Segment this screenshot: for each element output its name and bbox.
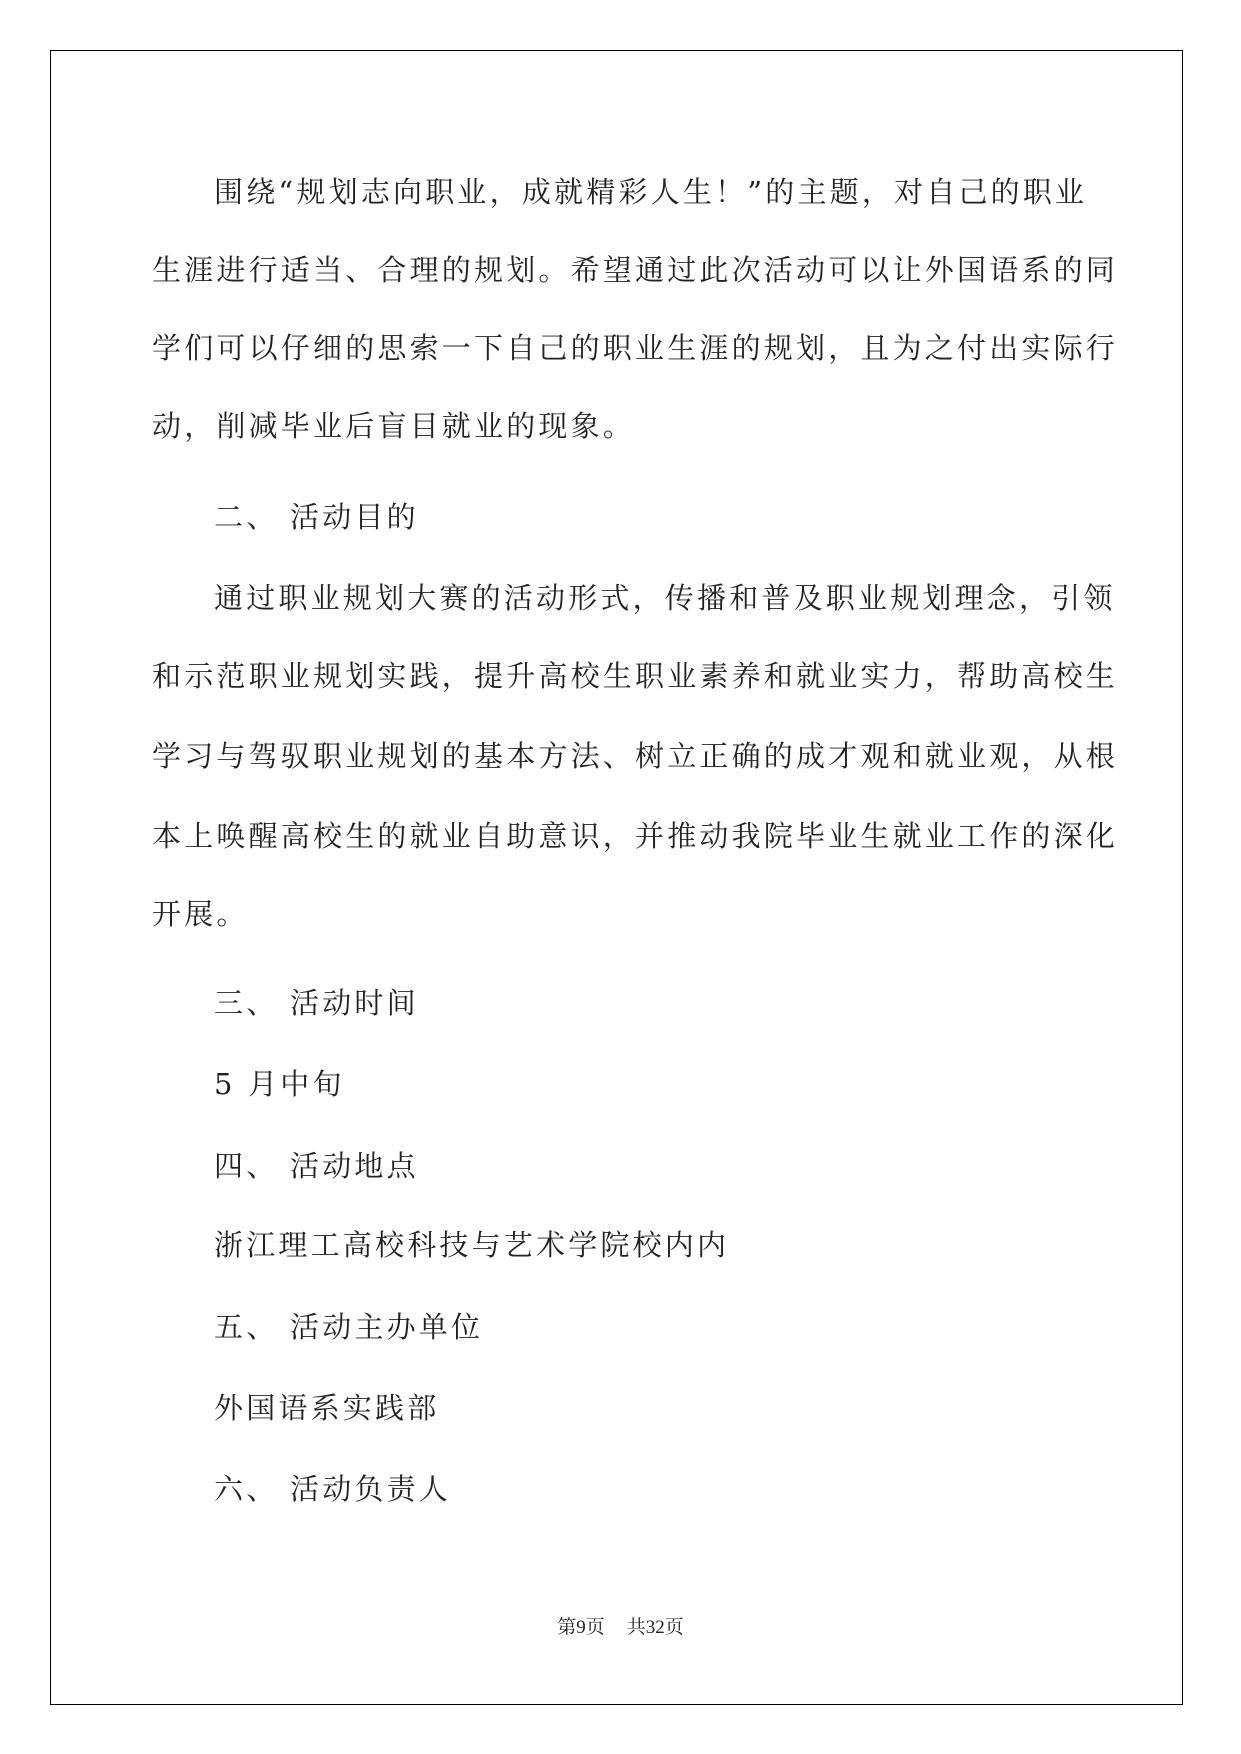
purpose-line-1: 通过职业规划大赛的活动形式，传播和普及职业规划理念，引领 [214, 581, 1116, 615]
section-heading-leader [214, 1469, 451, 1509]
page-total: 共32页 [626, 1617, 684, 1638]
intro-line-2: 生涯进行适当、合理的规划。希望通过此次活动可以让外国语系的同 [152, 253, 1119, 287]
intro-line-1: 围绕“规划志向职业，成就精彩人生！”的主题，对自己的职业 [214, 175, 1088, 209]
section-heading-location [214, 1146, 419, 1186]
section-number: 四、 [214, 1149, 279, 1183]
section-content-organizer: 外国语系实践部 [214, 1391, 440, 1425]
page-border [50, 50, 1183, 1705]
section-heading-organizer [214, 1307, 483, 1347]
section-title: 活动主办单位 [290, 1310, 484, 1344]
section-title: 活动时间 [290, 986, 419, 1020]
section-title: 活动地点 [290, 1149, 419, 1183]
section-title: 活动负责人 [290, 1472, 452, 1506]
section-number: 三、 [214, 986, 279, 1020]
purpose-line-5: 开展。 [152, 897, 249, 931]
section-number: 二、 [214, 500, 279, 534]
purpose-line-2: 和示范职业规划实践，提升高校生职业素养和就业实力，帮助高校生 [152, 659, 1119, 693]
page-number: 第9页 [557, 1617, 605, 1638]
purpose-line-3: 学习与驾驭职业规划的基本方法、树立正确的成才观和就业观，从根 [152, 739, 1119, 773]
purpose-line-4: 本上唤醒高校生的就业自助意识，并推动我院毕业生就业工作的深化 [152, 819, 1119, 853]
section-number: 六、 [214, 1472, 279, 1506]
section-content-time: 5 月中旬 [214, 1067, 345, 1101]
section-content-location: 浙江理工高校科技与艺术学院校内内 [214, 1228, 730, 1262]
intro-line-4: 动，削减毕业后盲目就业的现象。 [152, 409, 636, 443]
section-heading-time [214, 983, 419, 1023]
section-heading-purpose [214, 497, 419, 537]
intro-line-3: 学们可以仔细的思索一下自己的职业生涯的规划，且为之付出实际行 [152, 331, 1119, 365]
page-footer [0, 1616, 1241, 1640]
section-title: 活动目的 [290, 500, 419, 534]
section-number: 五、 [214, 1310, 279, 1344]
